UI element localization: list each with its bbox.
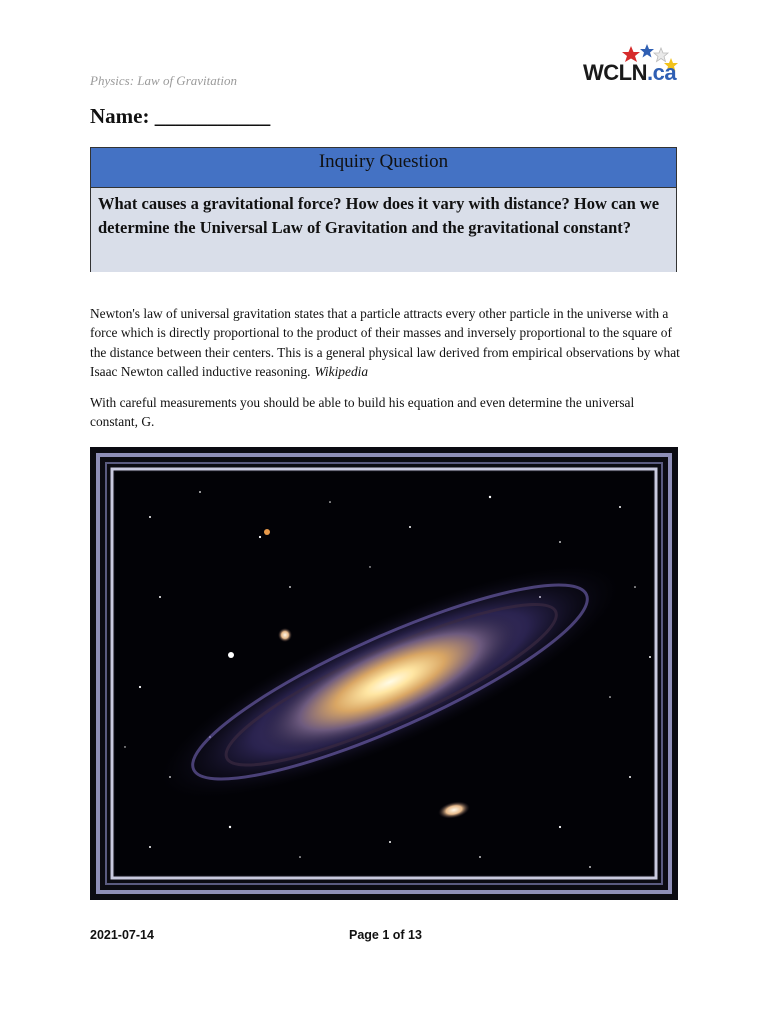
logo-main: WCLN [583, 60, 647, 85]
inquiry-question: What causes a gravitational force? How does it vary with distance? How can we determine the Universal Law of Gravitation and the gravitational constant? [91, 188, 676, 272]
wcln-logo [583, 44, 679, 90]
source-citation: Wikipedia [314, 364, 369, 380]
paragraph-newton-text: Newton's law of universal gravitation states that a particle attracts every other particle in the universe with a force which is directly proportional to the product of their masses and inversely proportional to the square of the distance between their centers. This is a general physical law derived from empirical observations by what Isaac Newton called inductive reasoning. [90, 306, 680, 380]
paragraph-measurements: With careful measurements you should be able to build his equation and even determine the universal constant, G. [90, 395, 635, 430]
name-field: Name: ___________ [90, 104, 271, 128]
header-subject: Physics: Law of Gravitation [90, 73, 237, 88]
inquiry-title: Inquiry Question [91, 148, 676, 188]
paragraph-newton [90, 304, 682, 382]
page-number: Page 1 of 13 [349, 928, 422, 942]
galaxy-image [90, 447, 678, 900]
inquiry-box [90, 147, 677, 272]
galaxy-illustration [90, 447, 678, 900]
logo-text [583, 60, 676, 86]
footer-date: 2021-07-14 [90, 928, 154, 942]
logo-suffix: .ca [646, 60, 677, 85]
